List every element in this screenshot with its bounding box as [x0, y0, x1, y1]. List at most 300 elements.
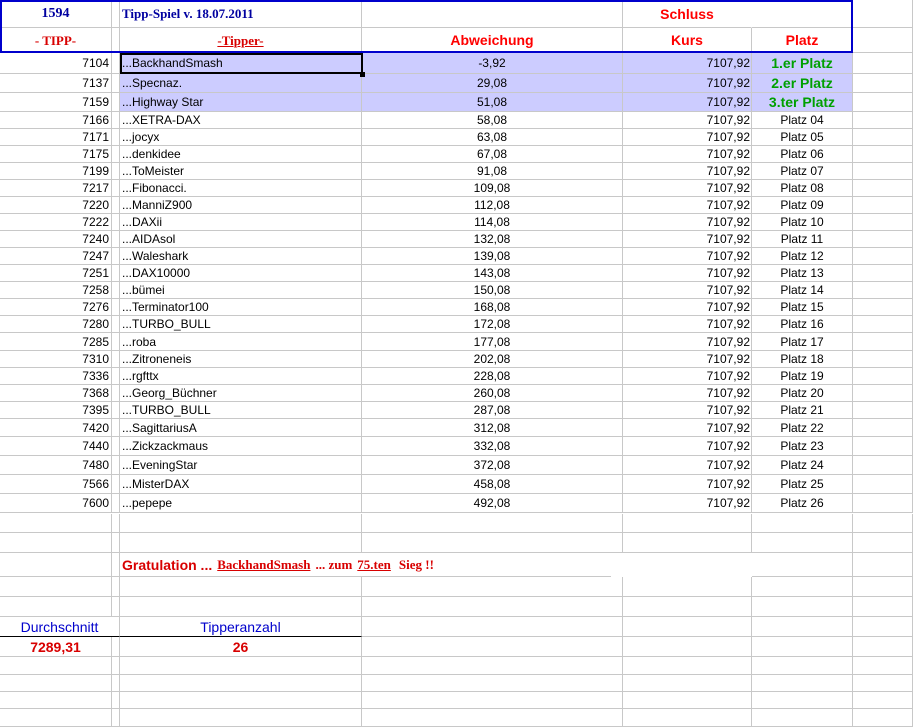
empty-cell[interactable] [853, 197, 913, 214]
cell[interactable] [623, 597, 752, 617]
tipper-cell[interactable] [120, 282, 362, 299]
kurs-cell[interactable] [623, 299, 752, 316]
abweichung-cell[interactable] [362, 333, 623, 351]
tipp-cell[interactable] [0, 402, 112, 419]
tipp-cell[interactable] [0, 385, 112, 402]
cell[interactable] [0, 597, 112, 617]
cell[interactable] [362, 709, 623, 727]
platz-cell[interactable] [752, 180, 853, 197]
cell[interactable] [752, 597, 853, 617]
platz-cell[interactable] [752, 146, 853, 163]
cell[interactable] [752, 637, 853, 657]
cell[interactable] [120, 577, 362, 597]
empty-cell[interactable] [853, 419, 913, 437]
platz-cell[interactable] [752, 385, 853, 402]
kurs-value: 7107,92 [706, 317, 750, 331]
spacer-cell[interactable] [112, 214, 120, 231]
tipp-value: 7137 [82, 76, 109, 90]
kurs-cell[interactable] [623, 112, 752, 129]
tipp-cell[interactable] [0, 197, 112, 214]
empty-cell[interactable] [853, 368, 913, 385]
tipper-name: ...Fibonacci. [122, 181, 187, 195]
abweichung-cell[interactable] [362, 456, 623, 475]
platz-value: Platz 19 [780, 369, 824, 383]
cell[interactable] [623, 709, 752, 727]
tipp-cell[interactable] [0, 180, 112, 197]
spacer-cell[interactable] [112, 163, 120, 180]
cell[interactable] [362, 514, 623, 533]
tipper-cell[interactable] [120, 248, 362, 265]
empty-cell[interactable] [853, 333, 913, 351]
cell[interactable] [752, 577, 853, 597]
tipper-cell[interactable] [120, 456, 362, 475]
kurs-cell[interactable] [623, 316, 752, 333]
tipper-name: ...rgfttx [122, 369, 159, 383]
kurs-cell[interactable] [623, 368, 752, 385]
tipp-cell[interactable] [0, 53, 112, 74]
empty-cell[interactable] [853, 475, 913, 494]
cell[interactable] [362, 577, 623, 597]
tipper-cell[interactable] [120, 475, 362, 494]
spacer-cell[interactable] [112, 248, 120, 265]
spacer-cell[interactable] [112, 456, 120, 475]
platz-cell[interactable] [752, 456, 853, 475]
tipp-cell[interactable] [0, 456, 112, 475]
empty-cell[interactable] [853, 299, 913, 316]
abweichung-cell[interactable] [362, 112, 623, 129]
tipper-cell[interactable] [120, 146, 362, 163]
cell[interactable] [112, 553, 120, 577]
platz-value: Platz 20 [780, 386, 824, 400]
tipper-cell[interactable] [120, 299, 362, 316]
col-header-abweichung[interactable] [362, 28, 623, 53]
tipp-cell[interactable] [0, 231, 112, 248]
cell[interactable] [853, 709, 913, 727]
platz-cell[interactable] [752, 402, 853, 419]
header-id-cell[interactable] [0, 0, 112, 28]
congrats-message[interactable] [120, 553, 611, 577]
abweichung-cell[interactable] [362, 163, 623, 180]
tipper-name: ...Specnaz. [122, 76, 183, 90]
kurs-cell[interactable] [623, 214, 752, 231]
cell[interactable] [623, 657, 752, 675]
platz-cell[interactable] [752, 265, 853, 282]
cell[interactable] [112, 637, 120, 657]
tipper-cell[interactable] [120, 402, 362, 419]
cell[interactable] [112, 657, 120, 675]
abweichung-value: 168,08 [473, 300, 511, 314]
tipper-cell[interactable] [120, 437, 362, 456]
cell[interactable] [120, 597, 362, 617]
empty-cell[interactable] [853, 351, 913, 368]
kurs-cell[interactable] [623, 231, 752, 248]
cell[interactable] [853, 553, 913, 577]
empty-cell[interactable] [853, 316, 913, 333]
spacer-cell[interactable] [112, 282, 120, 299]
col-header-tipp[interactable] [0, 28, 112, 53]
cell[interactable] [623, 692, 752, 709]
col-header-platz[interactable] [752, 28, 853, 53]
tipper-cell[interactable] [120, 265, 362, 282]
cell[interactable] [112, 692, 120, 709]
abweichung-cell[interactable] [362, 282, 623, 299]
empty-cell[interactable] [853, 494, 913, 513]
tipp-cell[interactable] [0, 351, 112, 368]
abweichung-cell[interactable] [362, 146, 623, 163]
tipp-cell[interactable] [0, 214, 112, 231]
platz-cell[interactable] [752, 494, 853, 513]
platz-cell[interactable] [752, 214, 853, 231]
tipp-value: 7280 [82, 317, 109, 331]
kurs-cell[interactable] [623, 402, 752, 419]
platz-value: Platz 07 [780, 164, 824, 178]
kurs-value: 7107,92 [706, 130, 750, 144]
abweichung-cell[interactable] [362, 197, 623, 214]
cell[interactable] [623, 577, 752, 597]
abweichung-cell[interactable] [362, 437, 623, 456]
col-header-tipper[interactable] [120, 28, 362, 53]
table-row [0, 419, 913, 437]
spacer-cell[interactable] [112, 129, 120, 146]
kurs-cell[interactable] [623, 419, 752, 437]
cell[interactable] [853, 597, 913, 617]
cell[interactable] [752, 675, 853, 692]
cell[interactable] [752, 514, 853, 533]
abweichung-cell[interactable] [362, 402, 623, 419]
spacer-cell[interactable] [112, 112, 120, 129]
abweichung-value: 114,08 [474, 215, 510, 229]
cell[interactable] [752, 709, 853, 727]
abweichung-cell[interactable] [362, 419, 623, 437]
table-row [0, 333, 913, 351]
tipper-cell[interactable] [120, 214, 362, 231]
table-row [0, 197, 913, 214]
cell[interactable] [853, 577, 913, 597]
platz-cell[interactable] [752, 53, 853, 74]
kurs-cell[interactable] [623, 197, 752, 214]
cell[interactable] [362, 597, 623, 617]
kurs-cell[interactable] [623, 333, 752, 351]
cell[interactable] [362, 657, 623, 675]
platz-cell[interactable] [752, 112, 853, 129]
empty-cell[interactable] [853, 53, 913, 74]
kurs-cell[interactable] [623, 248, 752, 265]
cell[interactable] [752, 533, 853, 553]
kurs-cell[interactable] [623, 282, 752, 299]
col-header-empty[interactable] [853, 28, 913, 53]
platz-cell[interactable] [752, 197, 853, 214]
tipper-cell[interactable] [120, 197, 362, 214]
cell[interactable] [853, 675, 913, 692]
empty-cell[interactable] [853, 385, 913, 402]
cell[interactable] [120, 533, 362, 553]
cell[interactable] [623, 675, 752, 692]
spacer-cell[interactable] [112, 368, 120, 385]
tipper-cell[interactable] [120, 316, 362, 333]
tipp-cell[interactable] [0, 282, 112, 299]
cell[interactable] [120, 675, 362, 692]
tipper-cell[interactable] [120, 180, 362, 197]
cell[interactable] [0, 709, 112, 727]
empty-cell[interactable] [853, 74, 913, 93]
header-spacer-cell[interactable] [112, 0, 120, 28]
platz-cell[interactable] [752, 74, 853, 93]
tipp-value: 7285 [82, 334, 109, 349]
tipp-cell[interactable] [0, 494, 112, 513]
spacer-cell[interactable] [112, 316, 120, 333]
cell[interactable] [853, 692, 913, 709]
tipper-cell[interactable] [120, 385, 362, 402]
cell[interactable] [752, 617, 853, 637]
cell[interactable] [752, 553, 853, 577]
cell[interactable] [0, 657, 112, 675]
cell[interactable] [0, 553, 112, 577]
abweichung-cell[interactable] [362, 475, 623, 494]
kurs-cell[interactable] [623, 351, 752, 368]
spacer-cell[interactable] [112, 180, 120, 197]
cell[interactable] [120, 692, 362, 709]
spacer-cell[interactable] [112, 402, 120, 419]
abweichung-cell[interactable] [362, 129, 623, 146]
platz-cell[interactable] [752, 419, 853, 437]
cell[interactable] [623, 617, 752, 637]
abweichung-cell[interactable] [362, 299, 623, 316]
tipper-cell[interactable] [120, 53, 362, 74]
platz-cell[interactable] [752, 282, 853, 299]
platz-value: Platz 24 [780, 458, 824, 472]
platz-cell[interactable] [752, 231, 853, 248]
abweichung-cell[interactable] [362, 214, 623, 231]
kurs-cell[interactable] [623, 475, 752, 494]
cell[interactable] [0, 692, 112, 709]
tipper-cell[interactable] [120, 74, 362, 93]
platz-value: 3.ter Platz [768, 94, 836, 110]
abweichung-value: 228,08 [473, 369, 511, 383]
kurs-value: 7107,92 [706, 334, 750, 349]
cell[interactable] [623, 514, 752, 533]
kurs-cell[interactable] [623, 129, 752, 146]
tipp-cell[interactable] [0, 129, 112, 146]
empty-cell[interactable] [853, 214, 913, 231]
cell[interactable] [112, 514, 120, 533]
platz-cell[interactable] [752, 475, 853, 494]
spacer-cell[interactable] [112, 333, 120, 351]
tipp-cell[interactable] [0, 146, 112, 163]
platz-cell[interactable] [752, 351, 853, 368]
tipp-cell[interactable] [0, 333, 112, 351]
header-schluss-cell[interactable] [623, 0, 752, 28]
tipp-value: 7240 [82, 232, 109, 246]
kurs-cell[interactable] [623, 74, 752, 93]
tipper-cell[interactable] [120, 112, 362, 129]
abweichung-cell[interactable] [362, 351, 623, 368]
cell[interactable] [112, 597, 120, 617]
spacer-cell[interactable] [112, 265, 120, 282]
abweichung-cell[interactable] [362, 316, 623, 333]
tipp-cell[interactable] [0, 419, 112, 437]
cell[interactable] [853, 657, 913, 675]
empty-cell[interactable] [853, 180, 913, 197]
platz-value: Platz 08 [780, 181, 824, 195]
empty-cell[interactable] [853, 112, 913, 129]
tipp-cell[interactable] [0, 475, 112, 494]
kurs-cell[interactable] [623, 180, 752, 197]
cell[interactable] [120, 657, 362, 675]
cell[interactable] [0, 533, 112, 553]
col-header-spacer[interactable] [112, 28, 120, 53]
empty-cell[interactable] [853, 402, 913, 419]
avg-value-cell[interactable] [0, 637, 112, 657]
spacer-cell[interactable] [112, 231, 120, 248]
platz-value: Platz 26 [780, 496, 824, 510]
tipper-cell[interactable] [120, 163, 362, 180]
kurs-cell[interactable] [623, 146, 752, 163]
tipper-cell[interactable] [120, 368, 362, 385]
platz-cell[interactable] [752, 248, 853, 265]
tipper-cell[interactable] [120, 93, 362, 112]
header-empty-cell-2[interactable] [752, 0, 853, 28]
platz-cell[interactable] [752, 129, 853, 146]
header-empty-cell[interactable] [362, 0, 623, 28]
tipper-cell[interactable] [120, 494, 362, 513]
tipp-cell[interactable] [0, 74, 112, 93]
kurs-cell[interactable] [623, 385, 752, 402]
spacer-cell[interactable] [112, 197, 120, 214]
header-title-cell[interactable] [120, 0, 362, 28]
abweichung-cell[interactable] [362, 74, 623, 93]
cell[interactable] [362, 675, 623, 692]
platz-cell[interactable] [752, 437, 853, 456]
cell[interactable] [112, 577, 120, 597]
empty-cell[interactable] [853, 146, 913, 163]
empty-cell[interactable] [853, 282, 913, 299]
cell[interactable] [120, 709, 362, 727]
spacer-cell[interactable] [112, 385, 120, 402]
empty-cell[interactable] [853, 163, 913, 180]
cell[interactable] [112, 533, 120, 553]
cell[interactable] [362, 617, 623, 637]
abweichung-cell[interactable] [362, 265, 623, 282]
header-empty-cell-3[interactable] [853, 0, 913, 28]
abweichung-cell[interactable] [362, 494, 623, 513]
cell[interactable] [112, 709, 120, 727]
cell[interactable] [623, 533, 752, 553]
cell[interactable] [0, 514, 112, 533]
abweichung-cell[interactable] [362, 385, 623, 402]
count-value-cell[interactable] [120, 637, 362, 657]
tipp-cell[interactable] [0, 112, 112, 129]
abweichung-cell[interactable] [362, 231, 623, 248]
kurs-cell[interactable] [623, 53, 752, 74]
cell[interactable] [0, 675, 112, 692]
abweichung-cell[interactable] [362, 53, 623, 74]
platz-cell[interactable] [752, 368, 853, 385]
kurs-cell[interactable] [623, 456, 752, 475]
empty-cell[interactable] [853, 437, 913, 456]
tipp-cell[interactable] [0, 93, 112, 112]
tipp-value: 7258 [82, 283, 109, 297]
kurs-cell[interactable] [623, 93, 752, 112]
tipp-cell[interactable] [0, 248, 112, 265]
spacer-cell[interactable] [112, 419, 120, 437]
cell[interactable] [112, 675, 120, 692]
avg-label-cell[interactable] [0, 617, 120, 637]
tipp-cell[interactable] [0, 265, 112, 282]
platz-cell[interactable] [752, 316, 853, 333]
cell[interactable] [853, 617, 913, 637]
spacer-cell[interactable] [112, 299, 120, 316]
cell[interactable] [853, 637, 913, 657]
cell[interactable] [0, 577, 112, 597]
tipp-cell[interactable] [0, 299, 112, 316]
platz-cell[interactable] [752, 93, 853, 112]
platz-cell[interactable] [752, 333, 853, 351]
tipper-cell[interactable] [120, 129, 362, 146]
kurs-value: 7107,92 [706, 249, 750, 263]
cell[interactable] [623, 637, 752, 657]
abweichung-value: 112,08 [474, 198, 510, 212]
platz-value: Platz 22 [780, 420, 824, 435]
spacer-cell[interactable] [112, 74, 120, 93]
tipper-cell[interactable] [120, 419, 362, 437]
kurs-cell[interactable] [623, 163, 752, 180]
cell[interactable] [752, 692, 853, 709]
cell[interactable] [853, 533, 913, 553]
tipp-cell[interactable] [0, 437, 112, 456]
empty-cell[interactable] [853, 248, 913, 265]
col-header-kurs[interactable] [623, 28, 752, 53]
platz-cell[interactable] [752, 163, 853, 180]
platz-cell[interactable] [752, 299, 853, 316]
cell[interactable] [362, 533, 623, 553]
cell[interactable] [120, 514, 362, 533]
tipper-cell[interactable] [120, 333, 362, 351]
empty-cell[interactable] [853, 231, 913, 248]
kurs-cell[interactable] [623, 265, 752, 282]
abweichung-cell[interactable] [362, 368, 623, 385]
empty-cell[interactable] [853, 456, 913, 475]
cell[interactable] [362, 637, 623, 657]
count-label-cell[interactable] [120, 617, 362, 637]
cell[interactable] [362, 692, 623, 709]
abweichung-cell[interactable] [362, 93, 623, 112]
empty-cell[interactable] [853, 129, 913, 146]
abweichung-cell[interactable] [362, 248, 623, 265]
tipp-cell[interactable] [0, 316, 112, 333]
spacer-cell[interactable] [112, 437, 120, 456]
empty-cell[interactable] [853, 93, 913, 112]
spacer-cell[interactable] [112, 93, 120, 112]
spacer-cell[interactable] [112, 53, 120, 74]
spacer-cell[interactable] [112, 351, 120, 368]
spacer-cell[interactable] [112, 494, 120, 513]
cell[interactable] [853, 514, 913, 533]
tipper-cell[interactable] [120, 231, 362, 248]
empty-row [0, 597, 913, 617]
cell[interactable] [752, 657, 853, 675]
fill-handle[interactable] [360, 72, 365, 77]
empty-cell[interactable] [853, 265, 913, 282]
kurs-cell[interactable] [623, 437, 752, 456]
kurs-cell[interactable] [623, 494, 752, 513]
abweichung-cell[interactable] [362, 180, 623, 197]
tipp-cell[interactable] [0, 163, 112, 180]
tipp-cell[interactable] [0, 368, 112, 385]
spacer-cell[interactable] [112, 475, 120, 494]
spacer-cell[interactable] [112, 146, 120, 163]
tipper-cell[interactable] [120, 351, 362, 368]
abweichung-value: 29,08 [476, 76, 508, 90]
